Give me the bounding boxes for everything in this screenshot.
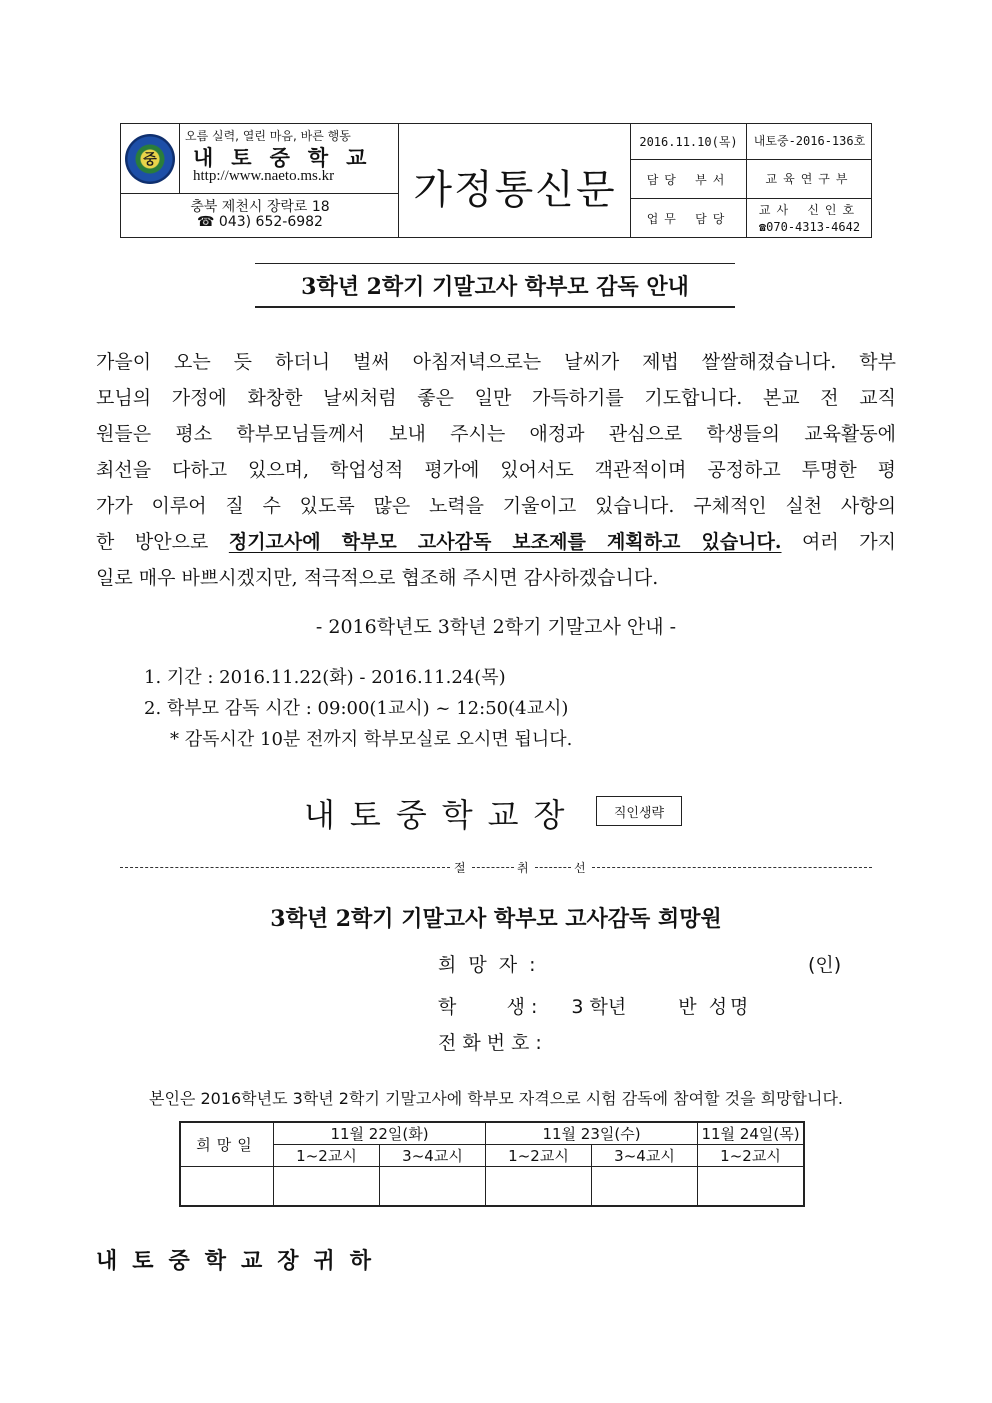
choice-cell[interactable] — [380, 1167, 486, 1207]
principal-signature: 내토중학교장 — [304, 796, 580, 834]
body-line: 원들은 평소 학부모님들께서 보내 주시는 애정과 관심으로 학생들의 교육활동에 — [96, 423, 896, 445]
staff-label: 업무 담당 — [631, 199, 747, 238]
student-class: 반 성명 — [678, 996, 752, 1018]
addressee: 내토중학교장귀하 — [96, 1249, 387, 1274]
cut-line — [120, 859, 872, 875]
supervision-note: * 감독시간 10분 전까지 학부모실로 오시면 됩니다. — [170, 729, 573, 750]
doc-number: 내토중-2016-136호 — [753, 134, 866, 148]
school-address: 충북 제천시 장락로 18 — [190, 199, 330, 215]
emphasis-text: 정기고사에 학부모 고사감독 보조제를 계획하고 있습니다. — [228, 531, 782, 553]
notice-body — [96, 344, 896, 596]
phone-label: 전화번호 — [438, 1032, 536, 1054]
divider — [179, 124, 180, 194]
applicant-label: 희망자 — [438, 954, 530, 976]
period-header: 3~4교시 — [380, 1145, 486, 1167]
school-url[interactable]: http://www.naeto.ms.kr — [193, 168, 335, 184]
staff-phone: ☎070-4313-4642 — [758, 219, 861, 234]
body-text: 한 방안으로 — [96, 531, 229, 553]
phone-row — [438, 1028, 542, 1055]
row-header: 희망일 — [180, 1122, 274, 1167]
colon: : — [529, 954, 536, 976]
dashed-line — [120, 867, 450, 868]
school-address-cell — [121, 194, 399, 238]
dashed-line — [535, 867, 571, 868]
dept-label: 담당 부서 — [631, 160, 747, 198]
staff-name: 교사 신인호 — [758, 202, 861, 217]
cut-line-label: 선 — [574, 861, 586, 875]
period-header: 1~2교시 — [274, 1145, 380, 1167]
cut-line-label: 취 — [517, 861, 529, 875]
availability-table — [179, 1121, 805, 1207]
staff-row — [631, 199, 872, 238]
choice-cell[interactable] — [486, 1167, 592, 1207]
body-line: 가을이 오는 듯 하더니 벌써 아침저녁으로는 날씨가 제법 쌀쌀해졌습니다. 학부 — [96, 351, 896, 373]
table-row — [180, 1145, 804, 1167]
applicant-row — [438, 950, 535, 977]
day-header: 11월 23일(수) — [486, 1122, 698, 1145]
body-line: 최선을 다하고 있으며, 학업성적 평가에 있어서도 객관적이며 공정하고 투명한 평 — [96, 459, 896, 481]
school-motto: 오름 실력, 열린 마음, 바른 행동 — [185, 129, 351, 143]
doc-info-grid — [631, 124, 872, 238]
choice-cell[interactable] — [274, 1167, 380, 1207]
table-row — [180, 1167, 804, 1207]
body-line: 일로 매우 바쁘시겠지만, 적극적으로 협조해 주시면 감사하겠습니다. — [96, 567, 659, 589]
colon: : — [530, 996, 538, 1018]
school-emblem-icon: 중 — [125, 134, 175, 184]
pledge-text: 본인은 2016학년도 3학년 2학기 기말고사에 학부모 자격으로 시험 감독에 참여할 것을 희망합니다. — [149, 1089, 843, 1108]
seal-mark: (인) — [808, 954, 842, 976]
dashed-line — [592, 867, 872, 868]
supervision-time: 2. 학부모 감독 시간 : 09:00(1교시) ~ 12:50(4교시) — [144, 698, 569, 719]
application-title: 3학년 2학기 기말고사 학부모 고사감독 희망원 — [270, 906, 722, 932]
seal-omitted-box: 직인생략 — [596, 796, 682, 826]
period-header: 3~4교시 — [592, 1145, 698, 1167]
staff-contact — [747, 199, 872, 238]
school-phone: ☎ 043) 652-6982 — [197, 214, 323, 230]
exam-period: 1. 기간 : 2016.11.22(화) - 2016.11.24(목) — [144, 667, 506, 688]
day-header: 11월 24일(목) — [698, 1122, 805, 1145]
day-header: 11월 22일(화) — [274, 1122, 486, 1145]
choice-cell[interactable] — [592, 1167, 698, 1207]
letterhead — [120, 123, 872, 238]
period-header: 1~2교시 — [486, 1145, 592, 1167]
body-text: 여러 가지 — [781, 531, 897, 553]
student-grade: 3 학년 — [571, 996, 627, 1018]
notice-title: 3학년 2학기 기말고사 학부모 감독 안내 — [255, 263, 735, 308]
doc-date: 2016.11.10(목) — [631, 124, 747, 159]
dashed-line — [472, 867, 514, 868]
body-line: 모님의 가정에 화창한 날씨처럼 좋은 일만 가득하기를 기도합니다. 본교 전 교직 — [96, 387, 896, 409]
table-row — [180, 1122, 804, 1145]
dept-row — [631, 160, 872, 199]
page-title: 가정통신문 — [413, 167, 617, 213]
cut-line-label: 절 — [454, 861, 466, 875]
period-header: 1~2교시 — [698, 1145, 805, 1167]
exam-info-heading: - 2016학년도 3학년 2학기 기말고사 안내 - — [315, 616, 677, 638]
date-row — [631, 124, 872, 160]
choice-cell[interactable] — [180, 1167, 274, 1207]
title-cell — [399, 124, 631, 238]
body-line: 가가 이루어 질 수 있도록 많은 노력을 기울이고 있습니다. 구체적인 실천 사항의 — [96, 495, 896, 517]
exam-info-list — [144, 662, 572, 755]
dept-value: 교육연구부 — [765, 171, 854, 186]
student-label: 학 생 — [438, 996, 527, 1018]
colon: : — [535, 1032, 542, 1054]
body-line — [96, 524, 896, 560]
school-info-cell — [121, 124, 399, 194]
student-row — [438, 992, 751, 1019]
school-name: 내토중학교 — [193, 146, 385, 170]
